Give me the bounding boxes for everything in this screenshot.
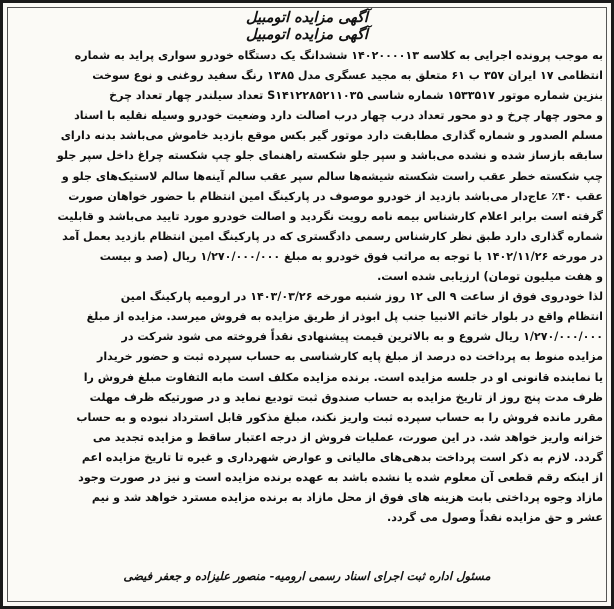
notice-body — [13, 46, 603, 528]
body-line: یا نماینده قانونی او در جلسه مزایده است. برنده مزایده مکلف است مابه التفاوت مبلغ فروش را — [83, 370, 603, 384]
body-line: لذا خودروی فوق از ساعت ۹ الی ۱۲ روز شنبه مورخه ۱۴۰۳/۰۳/۲۶ در ارومیه پارکینگ امین — [120, 290, 603, 304]
body-line: ۱/۲۷۰/۰۰۰/۰۰۰ ریال شروع و به بالاترین قیمت پیشنهادی نقداً فروخته می شود شرکت در — [121, 330, 603, 344]
body-line: شماره گذاری دارد طبق نظر کارشناس رسمی دادگستری که در پارکینگ امین انتظام بازدید بعمل آمد — [62, 229, 603, 243]
body-line: عقب ۴۰٪ عاج‌دار می‌باشد بازدید از خودرو موصوف در پارکینگ امین انتظام با حضور خواهان صورت — [68, 189, 603, 203]
body-line: مازاد وجوه پرداختی بابت هزینه های فوق از محل مازاد به برنده مزایده مسترد خواهد شد و نیم — [91, 491, 603, 505]
body-line: گردد. لازم به ذکر است پرداخت بدهی‌های مالیاتی و عوارض شهرداری و غیره تا تاریخ مزایده اعم — [81, 450, 603, 464]
notice-title: آگهی مزایده اتومبیل — [246, 9, 368, 26]
body-line: عشر و حق مزایده نقداً وصول می گردد. — [387, 511, 603, 525]
body-line: و محور چهار چرخ و دو محور تعداد درب چهار درب اصالت دارد وضعیت خودرو وسیله نقلیه با اسناد — [74, 109, 603, 123]
body-line: خزانه واریز خواهد شد. در این صورت، عملیات فروش از درجه اعتبار ساقط و مزایده تجدید می — [92, 430, 603, 444]
body-line: در مورخه ۱۴۰۲/۱۱/۲۶ با توجه به مراتب فوق خودرو به مبلغ ۱/۲۷۰/۰۰۰/۰۰۰ ریال (صد و بیست — [99, 249, 603, 263]
body-line: و هفت میلیون تومان) ارزیابی شده است. — [377, 270, 603, 284]
body-line: مسلم الصدور و شماره گذاری مطابقت دارد موتور گیر بکس موقع بازدید خاموش می‌باشد بدنه دارای — [60, 129, 603, 143]
body-line: ظرف مدت پنج روز از تاریخ مزایده به حساب صندوق ثبت تودیع نماید و در صورتیکه ظرف مهلت — [89, 390, 603, 404]
signature-line: مسئول اداره ثبت اجرای اسناد رسمی ارومیه- منصور علیزاده و جعفر فیضی — [123, 569, 491, 583]
body-line: سابقه بازساز شده و نشده می‌باشد و سپر جلو شکسته راهنمای جلو چپ شکسته چراغ داخل سپر جلو — [56, 149, 603, 163]
body-line: انتظام واقع در بلوار خاتم الانبیا جنب پل ابوذر از طریق مزایده به فروش میرسد. مزایده از مبلغ — [86, 310, 603, 324]
body-line: انتظامی ۱۷ ایران ۳۵۷ ب ۶۱ متعلق به مجید عسگری مدل ۱۳۸۵ رنگ سفید روغنی و نوع سوخت — [92, 69, 603, 83]
body-line: از اینکه رقم قطعی آن معلوم شده یا نشده باشد به عهده برنده مزایده است و نیز در صورت وجود — [78, 470, 603, 484]
body-line: بنزین شماره موتور ۱۵۳۳۵۱۷ شماره شاسی S۱۴۱۲۲۸۵۲۱۱۰۳۵ تعداد سیلندر چهار تعداد چرخ — [109, 89, 603, 103]
body-line: مقرر مانده فروش را به حساب سپرده ثبت واریز نکند، مبلغ مذکور قابل استرداد نبوده و به حساب — [76, 410, 603, 424]
body-line: به موجب پرونده اجرایی به کلاسه ۱۴۰۲۰۰۰۰۱۳ ششدانگ یک دستگاه خودرو سواری پراید به شماره — [74, 49, 603, 62]
body-line: گرفته است برابر اعلام کارشناس بیمه نامه رویت نگردید و اصالت خودرو مورد تایید می‌باشد و قابلیت — [57, 209, 603, 223]
notice-title-repeat: آگهی مزایده اتومبیل — [246, 26, 368, 43]
body-line: چپ شکسته خطر عقب راست شکسته شیشه‌ها سالم سپر عقب سالم آینه‌ها سالم لاستیک‌های جلو و — [61, 169, 603, 183]
body-line: مزایده منوط به پرداخت ده درصد از مبلغ پایه کارشناسی به حساب سپرده ثبت و حضور خریدار — [96, 350, 603, 364]
